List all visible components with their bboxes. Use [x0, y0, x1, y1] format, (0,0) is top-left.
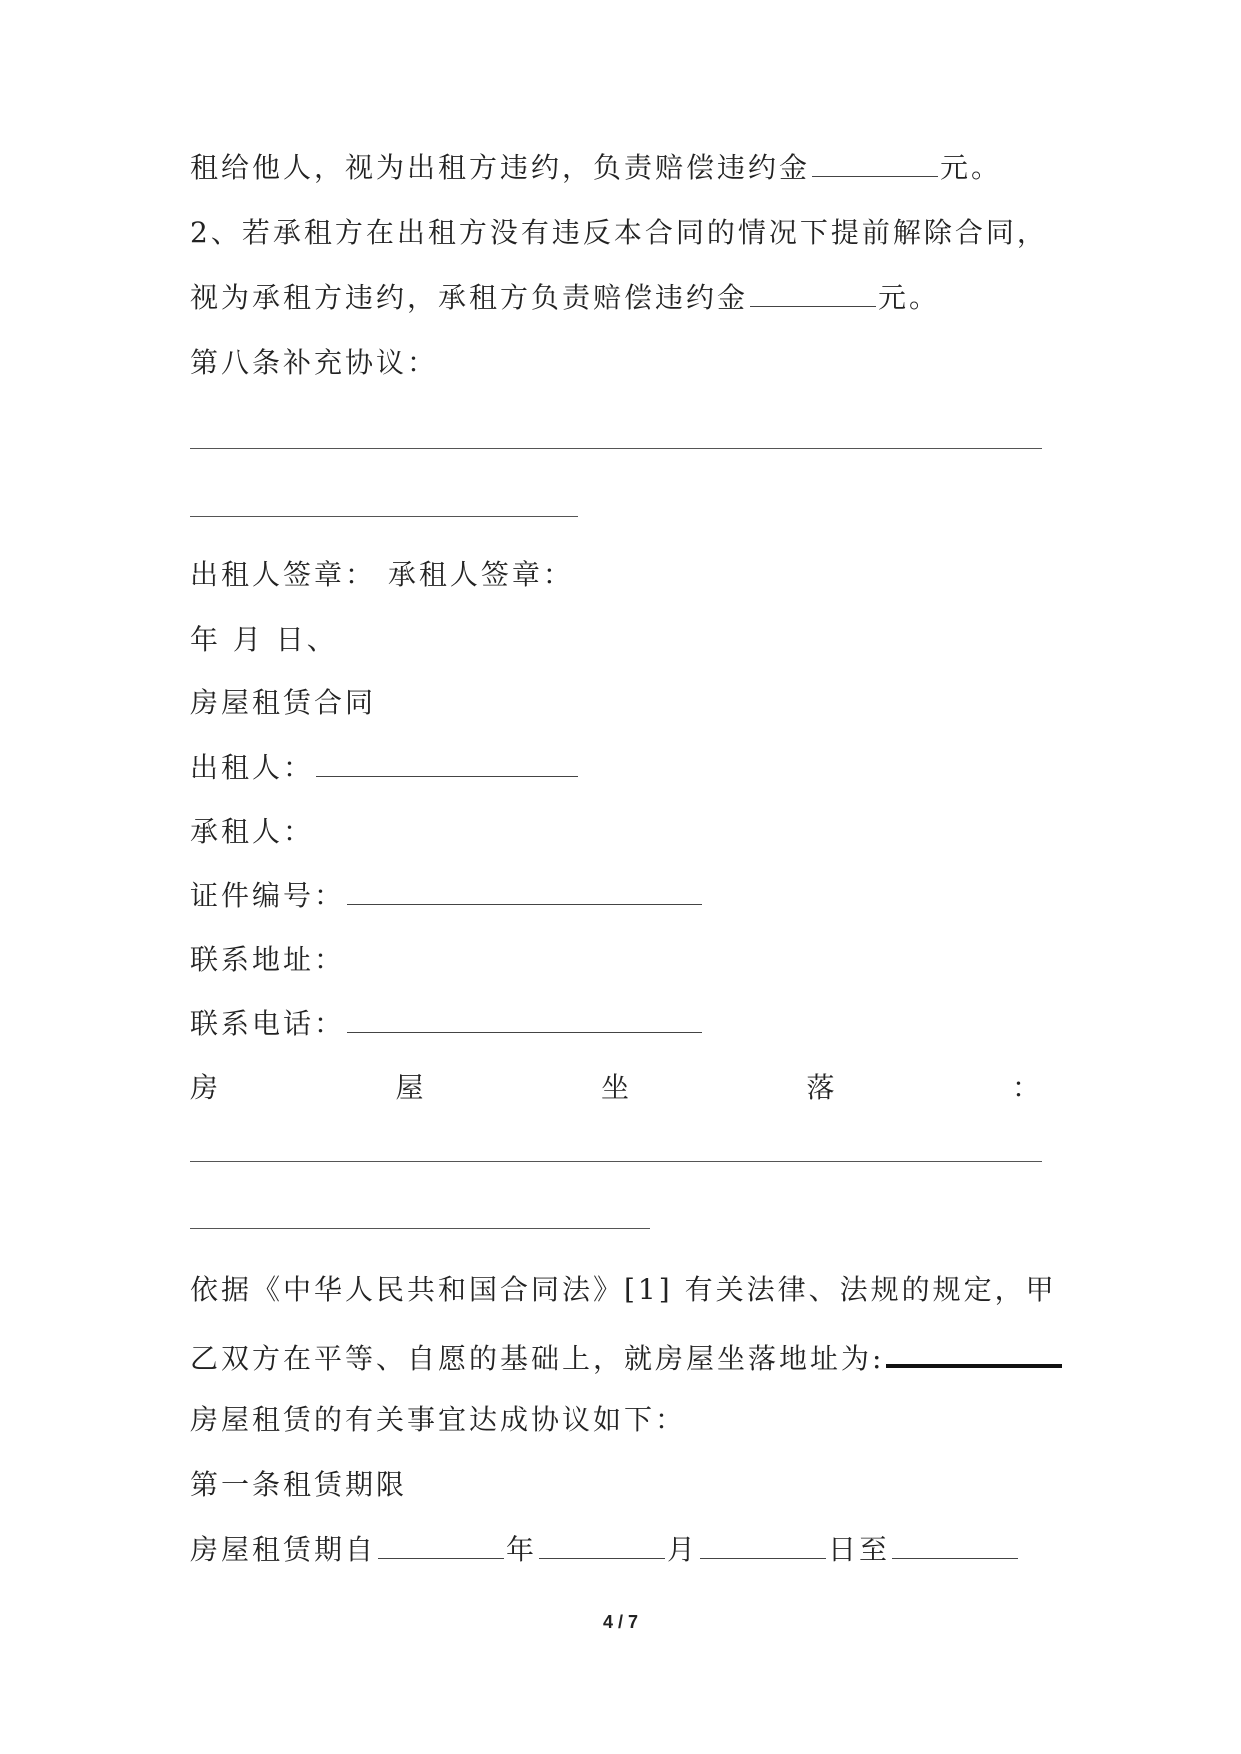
- text-line: [190, 1270, 1057, 1310]
- text-line: [190, 1400, 686, 1440]
- text-line: [190, 213, 1048, 253]
- text-line: [190, 278, 940, 318]
- text-segment: 日至: [828, 1533, 891, 1566]
- fill-rule: [190, 1161, 1042, 1162]
- fill-rule: [190, 1228, 650, 1229]
- spread-char: 落: [806, 1071, 835, 1104]
- fill-rule: [190, 448, 1042, 449]
- phone-line: [190, 1004, 704, 1044]
- text-segment: 第八条补充协议：: [190, 346, 439, 379]
- text-segment: 元。: [940, 151, 1003, 184]
- page-number: 4 / 7: [602, 1612, 639, 1632]
- fill-blank: [812, 148, 938, 177]
- lessor-line: [190, 748, 580, 788]
- fill-blank: [886, 1336, 1062, 1368]
- text-segment: 视为承租方违约，承租方负责赔偿违约金: [190, 281, 749, 314]
- lessee-line: [190, 812, 314, 852]
- text-segment: 月: [667, 1533, 699, 1566]
- text-segment: 乙双方在平等、自愿的基础上，就房屋坐落地址为:: [190, 1342, 885, 1375]
- text-segment: 联系地址：: [190, 943, 346, 976]
- section-heading: [190, 343, 438, 383]
- text-segment: 房屋租赁的有关事宜达成协议如下：: [190, 1403, 687, 1436]
- text-segment: 出租人：: [190, 751, 315, 784]
- spread-char: 屋: [395, 1071, 424, 1104]
- fill-blank: [700, 1530, 826, 1559]
- date-line: [190, 620, 338, 660]
- fill-blank: [378, 1530, 504, 1559]
- text-segment: 第一条租赁期限: [190, 1468, 408, 1501]
- signature-line: [190, 555, 574, 595]
- text-segment: 依据《中华人民共和国合同法》[1] 有关法律、法规的规定，甲: [190, 1273, 1057, 1306]
- fill-blank: [347, 1004, 702, 1033]
- spread-char: 坐: [600, 1071, 629, 1104]
- fill-rule: [190, 516, 578, 517]
- lease-term-line: [190, 1530, 1020, 1570]
- spread-char: 房: [190, 1071, 219, 1104]
- text-segment: 联系电话：: [190, 1007, 346, 1040]
- fill-blank: [347, 876, 702, 905]
- text-segment: 房屋租赁合同: [190, 686, 377, 719]
- fill-blank: [539, 1530, 665, 1559]
- text-segment: 租给他人，视为出租方违约，负责赔偿违约金: [190, 151, 811, 184]
- property-location-line: [190, 1068, 1040, 1108]
- section-heading: [190, 1465, 407, 1505]
- contract-title: [190, 683, 376, 723]
- text-segment: 出租人签章： 承租人签章：: [190, 558, 574, 591]
- text-line: [190, 148, 1002, 188]
- text-segment: 年: [506, 1533, 538, 1566]
- text-segment: 年 月 日、: [190, 623, 338, 656]
- text-segment: 承租人：: [190, 815, 315, 848]
- text-segment: 2、若承租方在出租方没有违反本合同的情况下提前解除合同，: [190, 216, 1048, 249]
- text-segment: 证件编号：: [190, 879, 346, 912]
- text-segment: 元。: [878, 281, 941, 314]
- id-number-line: [190, 876, 704, 916]
- fill-blank: [892, 1530, 1018, 1559]
- address-line: [190, 940, 345, 980]
- fill-blank: [316, 748, 578, 777]
- text-segment: 房屋租赁期自: [190, 1533, 377, 1566]
- text-line: [190, 1336, 1064, 1376]
- fill-blank: [750, 278, 876, 307]
- spread-char: ：: [1011, 1071, 1040, 1104]
